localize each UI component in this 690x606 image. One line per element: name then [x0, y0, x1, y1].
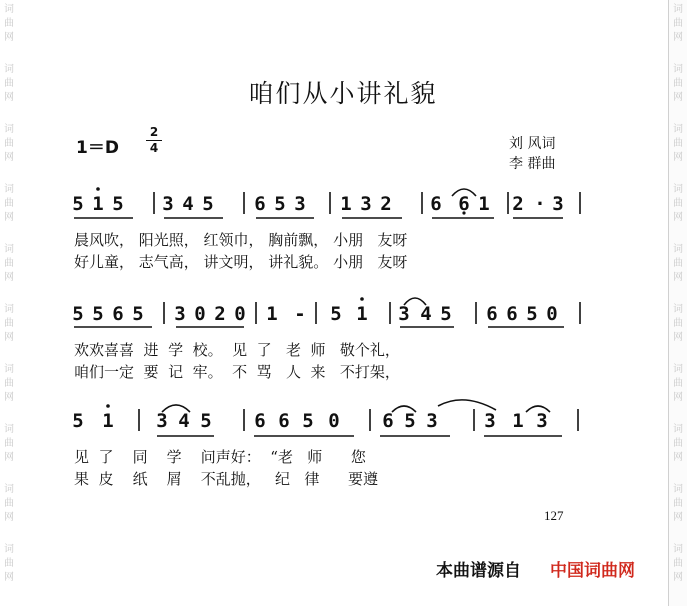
jianpu-note: 0: [546, 303, 558, 325]
jianpu-note: 0: [194, 303, 206, 325]
jianpu-note: 5: [92, 303, 104, 325]
composer-credit: 李 群曲: [509, 156, 556, 172]
watermark-char: 词: [673, 424, 683, 435]
jianpu-note: 5: [200, 410, 212, 432]
sheet-music-page: [18, 0, 668, 606]
jianpu-note: 5: [440, 303, 452, 325]
tie: [438, 400, 496, 410]
lyric-line: 果 皮 纸 屑 不乱抛， 纪 律 要遵: [74, 470, 378, 488]
jianpu-note: 0: [328, 410, 340, 432]
lyric-line: 咱们一定 要 记 牢。 不 骂 人 来 不打架，: [74, 363, 400, 381]
lyric-line: 晨风吹， 阳光照， 红领巾， 胸前飘， 小朋 友呀: [74, 231, 408, 249]
high-octave-dot: [96, 187, 100, 191]
watermark-char: 词: [4, 424, 14, 435]
watermark-char: 网: [4, 512, 14, 523]
watermark-char: 词: [4, 184, 14, 195]
lyricist-credit: 刘 风词: [509, 136, 556, 152]
watermark-char: 曲: [673, 558, 683, 569]
watermark-char: 曲: [4, 258, 14, 269]
watermark-char: 词: [4, 364, 14, 375]
watermark-column-left: [0, 0, 18, 606]
jianpu-note: 1: [356, 303, 368, 325]
jianpu-note: 3: [162, 193, 174, 215]
jianpu-note: 3: [552, 193, 564, 215]
watermark-char: 曲: [673, 498, 683, 509]
watermark-char: 词: [4, 64, 14, 75]
watermark-char: 词: [4, 544, 14, 555]
jianpu-note: 5: [202, 193, 214, 215]
jianpu-note: 2: [512, 193, 524, 215]
watermark-char: 曲: [4, 438, 14, 449]
watermark-char: 网: [4, 572, 14, 583]
jianpu-note: 2: [380, 193, 392, 215]
jianpu-note: 5: [72, 193, 84, 215]
lyric-line: 欢欢喜喜 进 学 校。 见 了 老 师 敬个礼，: [74, 341, 400, 359]
page-number: 127: [544, 508, 564, 523]
watermark-char: 曲: [673, 258, 683, 269]
jianpu-note: -: [294, 303, 306, 325]
watermark-char: 网: [673, 452, 683, 463]
watermark-char: 曲: [4, 138, 14, 149]
watermark-char: 词: [673, 184, 683, 195]
jianpu-note: 6: [254, 410, 266, 432]
jianpu-note: 5: [72, 303, 84, 325]
watermark-char: 曲: [673, 378, 683, 389]
watermark-char: 词: [673, 544, 683, 555]
jianpu-note: 4: [178, 410, 190, 432]
jianpu-note: 3: [536, 410, 548, 432]
watermark-char: 网: [673, 332, 683, 343]
watermark-char: 词: [673, 64, 683, 75]
watermark-char: 网: [673, 512, 683, 523]
watermark-char: 曲: [673, 198, 683, 209]
watermark-char: 词: [673, 244, 683, 255]
watermark-char: 网: [4, 272, 14, 283]
key-signature: 1＝D: [76, 138, 119, 158]
jianpu-note: ·: [534, 193, 546, 215]
high-octave-dot: [360, 297, 364, 301]
jianpu-note: 5: [526, 303, 538, 325]
watermark-char: 曲: [673, 138, 683, 149]
watermark-char: 网: [4, 392, 14, 403]
watermark-char: 网: [4, 152, 14, 163]
watermark-char: 网: [673, 92, 683, 103]
watermark-char: 网: [673, 152, 683, 163]
jianpu-note: 1: [102, 410, 114, 432]
jianpu-note: 1: [340, 193, 352, 215]
jianpu-note: 3: [426, 410, 438, 432]
watermark-char: 网: [4, 212, 14, 223]
system-1-marks: [74, 189, 580, 218]
watermark-char: 曲: [673, 78, 683, 89]
jianpu-note: 1: [478, 193, 490, 215]
watermark-char: 网: [4, 32, 14, 43]
jianpu-note: 6: [112, 303, 124, 325]
jianpu-note: 4: [182, 193, 194, 215]
time-signature-top: 2: [149, 125, 159, 139]
watermark-char: 曲: [673, 318, 683, 329]
watermark-char: 网: [673, 392, 683, 403]
jianpu-note: 6: [382, 410, 394, 432]
high-octave-dot: [106, 404, 110, 408]
watermark-char: 词: [673, 364, 683, 375]
watermark-char: 网: [673, 32, 683, 43]
jianpu-note: 1: [266, 303, 278, 325]
watermark-char: 曲: [4, 78, 14, 89]
jianpu-note: 0: [234, 303, 246, 325]
jianpu-note: 3: [484, 410, 496, 432]
jianpu-note: 3: [174, 303, 186, 325]
footer-source-text: 本曲谱源自: [436, 561, 521, 581]
watermark-char: 词: [4, 484, 14, 495]
jianpu-note: 4: [420, 303, 432, 325]
jianpu-note: 5: [72, 410, 84, 432]
watermark-char: 词: [673, 4, 683, 15]
footer-site-link[interactable]: 中国词曲网: [550, 561, 635, 581]
watermark-char: 网: [673, 572, 683, 583]
jianpu-note: 1: [512, 410, 524, 432]
song-title: 咱们从小讲礼貌: [248, 79, 438, 108]
jianpu-note: 2: [214, 303, 226, 325]
watermark-char: 网: [4, 452, 14, 463]
watermark-char: 曲: [4, 498, 14, 509]
jianpu-note: 5: [274, 193, 286, 215]
jianpu-note: 5: [112, 193, 124, 215]
jianpu-note: 6: [254, 193, 266, 215]
jianpu-note: 6: [278, 410, 290, 432]
jianpu-note: 5: [404, 410, 416, 432]
jianpu-note: 3: [360, 193, 372, 215]
watermark-char: 网: [673, 212, 683, 223]
watermark-char: 曲: [4, 18, 14, 29]
time-signature-bottom: 4: [149, 141, 159, 155]
watermark-char: 词: [4, 244, 14, 255]
jianpu-note: 1: [92, 193, 104, 215]
jianpu-note: 6: [506, 303, 518, 325]
jianpu-notation: [18, 0, 668, 606]
jianpu-note: 3: [294, 193, 306, 215]
watermark-char: 曲: [4, 558, 14, 569]
watermark-char: 词: [4, 124, 14, 135]
watermark-char: 词: [673, 304, 683, 315]
lyric-line: 见 了 同 学 问声好： “老 师 您: [74, 448, 366, 466]
jianpu-note: 5: [330, 303, 342, 325]
watermark-char: 网: [4, 332, 14, 343]
watermark-char: 词: [4, 4, 14, 15]
jianpu-note: 6: [458, 193, 470, 215]
watermark-char: 网: [4, 92, 14, 103]
jianpu-note: 3: [398, 303, 410, 325]
watermark-column-right: [668, 0, 687, 606]
watermark-char: 网: [673, 272, 683, 283]
watermark-char: 曲: [4, 378, 14, 389]
watermark-char: 曲: [673, 18, 683, 29]
watermark-char: 曲: [673, 438, 683, 449]
jianpu-note: 5: [302, 410, 314, 432]
jianpu-note: 5: [132, 303, 144, 325]
watermark-char: 词: [673, 484, 683, 495]
jianpu-note: 3: [156, 410, 168, 432]
watermark-char: 曲: [4, 198, 14, 209]
lyric-line: 好儿童， 志气高， 讲文明， 讲礼貌。 小朋 友呀: [74, 253, 408, 271]
watermark-char: 词: [4, 304, 14, 315]
jianpu-note: 6: [486, 303, 498, 325]
watermark-char: 曲: [4, 318, 14, 329]
watermark-char: 词: [673, 124, 683, 135]
jianpu-note: 6: [430, 193, 442, 215]
